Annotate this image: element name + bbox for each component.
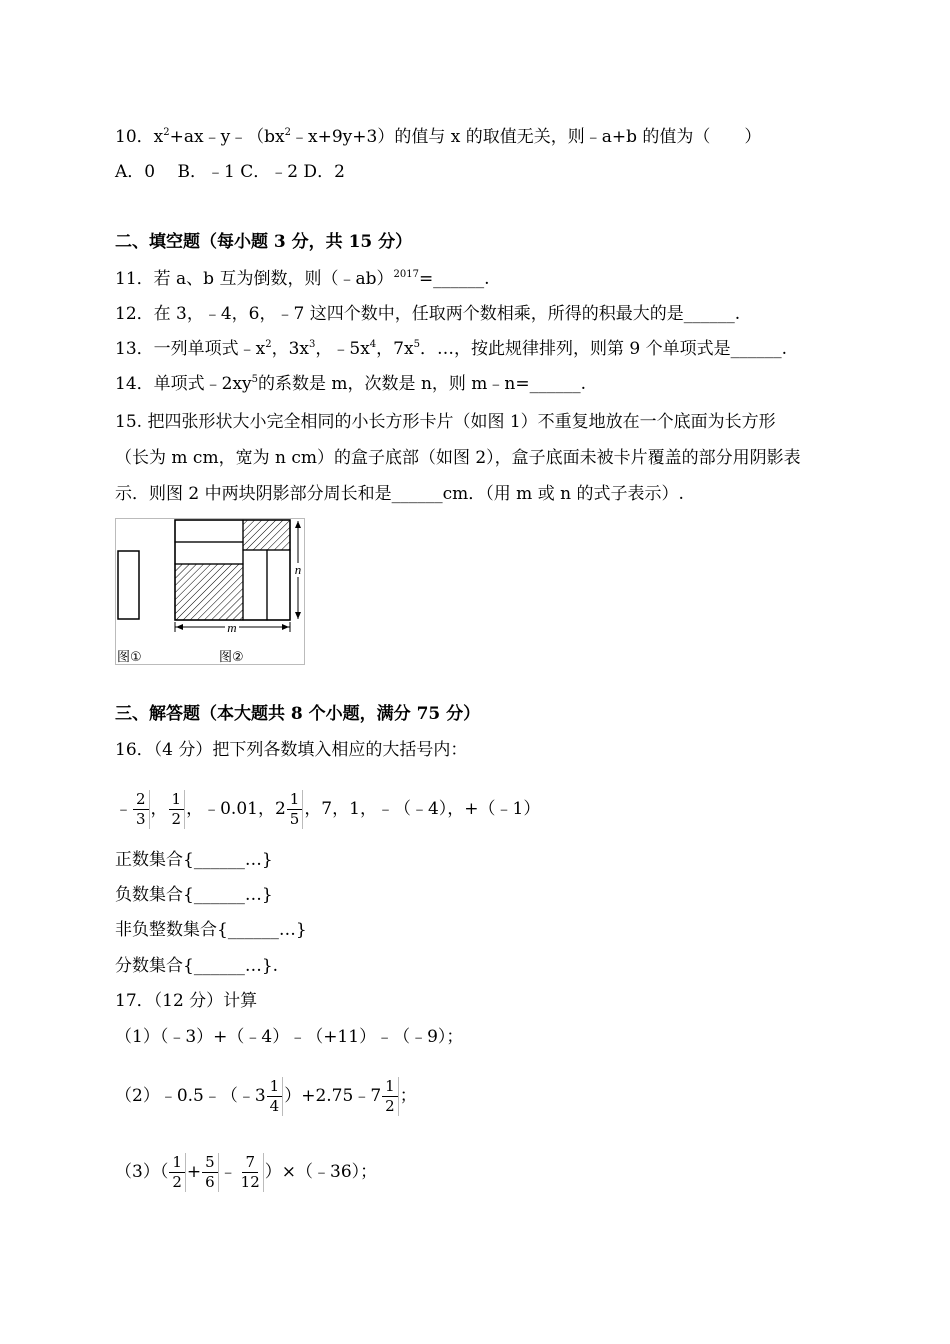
text: 的系数是 m，次数是 n，则 m﹣n=______. [258, 374, 587, 394]
text: ，7x [376, 339, 414, 359]
question-17-part-1: （1）（﹣3）+（﹣4）﹣（+11）﹣（﹣9）； [115, 1027, 464, 1047]
exponent: 2 [284, 127, 292, 138]
text: ，﹣5x [315, 339, 370, 359]
exponent: 2 [163, 127, 170, 138]
text: （2）﹣0.5﹣（﹣3 [115, 1086, 266, 1106]
numerator: 1 [169, 790, 185, 810]
exponent: 4 [369, 339, 377, 350]
text: + [186, 1162, 202, 1182]
question-16-title: 16．（4 分）把下列各数填入相应的大括号内： [115, 740, 468, 760]
m-label: m [227, 620, 237, 635]
section-3-title: 三、解答题（本大题共 8 个小题，满分 75 分） [115, 704, 481, 724]
question-15-line-1: 15. 把四张形状大小完全相同的小长方形卡片（如图 1）不重复地放在一个底面为长方形 [115, 412, 776, 432]
positive-set: 正数集合{______…} [115, 850, 273, 870]
text: x [153, 127, 164, 147]
denominator: 2 [385, 1097, 395, 1115]
denominator: 6 [205, 1173, 215, 1191]
denominator: 2 [171, 810, 182, 828]
fraction [133, 790, 150, 829]
question-16-numbers [115, 786, 540, 832]
question-15-line-3: 示．则图 2 中两块阴影部分周长和是______cm．（用 m 或 n 的式子表示）. [115, 484, 684, 504]
denominator: 5 [289, 810, 300, 828]
question-17-part-2 [115, 1073, 417, 1119]
text: ，7，1，﹣（﹣4），+（﹣1） [304, 799, 541, 819]
fraction [382, 1077, 399, 1116]
text: ，﹣0.01，2 [186, 799, 286, 819]
text: （3）（ [115, 1162, 169, 1182]
n-label: n [294, 562, 302, 577]
fraction [238, 1153, 264, 1192]
section-2-title: 二、填空题（每小题 3 分，共 15 分） [115, 232, 413, 252]
shaded-region-lower-left [175, 564, 243, 620]
exponent: 3 [309, 339, 316, 350]
question-10-options: A．0 B．﹣1 C．﹣2 D．2 [115, 162, 345, 182]
fraction [202, 1153, 219, 1192]
exponent: 5 [251, 374, 259, 385]
denominator: 12 [240, 1173, 260, 1191]
text: 13．一列单项式﹣x [115, 339, 266, 359]
question-12: 12．在 3，﹣4，6，﹣7 这四个数中，任取两个数相乘，所得的积最大的是______. [115, 304, 741, 324]
question-10 [115, 125, 761, 149]
exponent: 2017 [393, 269, 419, 280]
question-15-line-2: （长为 m cm，宽为 n cm）的盒子底部（如图 2），盒子底面未被卡片覆盖的部分用阴影表 [115, 448, 801, 468]
numerator: 1 [267, 1077, 283, 1097]
non-negative-integer-set: 非负整数集合{______…} [115, 920, 307, 940]
fraction-set: 分数集合{______…}. [115, 956, 279, 976]
text: ．…，按此规律排列，则第 9 个单项式是______. [419, 339, 787, 359]
rectangle-cards-figure [115, 518, 305, 665]
numerator: 2 [133, 790, 149, 810]
fraction [267, 1077, 284, 1116]
question-14 [115, 372, 586, 396]
shaded-region-upper-right [243, 520, 290, 550]
text: ； [399, 1086, 417, 1106]
fraction [169, 1153, 186, 1192]
fraction [169, 790, 186, 829]
question-17-title: 17．（12 分）计算 [115, 991, 258, 1011]
text: ﹣ [219, 1162, 237, 1182]
text: 11．若 a、b 互为倒数，则（﹣ab） [115, 269, 394, 289]
denominator: 2 [172, 1173, 182, 1191]
text: ，3x [271, 339, 310, 359]
fraction [287, 790, 304, 829]
exponent: 2 [265, 339, 272, 350]
numerator: 7 [242, 1153, 258, 1173]
text: 14．单项式﹣2xy [115, 374, 252, 394]
numerator: 1 [382, 1077, 398, 1097]
question-17-part-3 [115, 1149, 377, 1195]
exponent: 5 [413, 339, 420, 350]
question-number: 10． [115, 127, 154, 147]
numerator: 1 [169, 1153, 185, 1173]
text: +ax﹣y﹣（bx [169, 127, 285, 147]
text: ）+2.75﹣7 [284, 1086, 382, 1106]
numerator: 5 [202, 1153, 218, 1173]
numerator: 1 [287, 790, 303, 810]
figure-1-caption: 图① [117, 650, 142, 665]
text: ， [150, 799, 168, 819]
text: ﹣ [115, 799, 132, 819]
denominator: 4 [269, 1097, 280, 1115]
denominator: 3 [136, 810, 146, 828]
negative-set: 负数集合{______…} [115, 885, 273, 905]
text: ）×（﹣36）； [264, 1162, 378, 1182]
figure-2-caption: 图② [219, 650, 244, 665]
text: =______. [418, 269, 490, 289]
question-13 [115, 337, 787, 361]
question-11 [115, 267, 490, 291]
text: ﹣x+9y+3）的值与 x 的取值无关，则﹣a+b 的值为（ ） [291, 127, 762, 147]
